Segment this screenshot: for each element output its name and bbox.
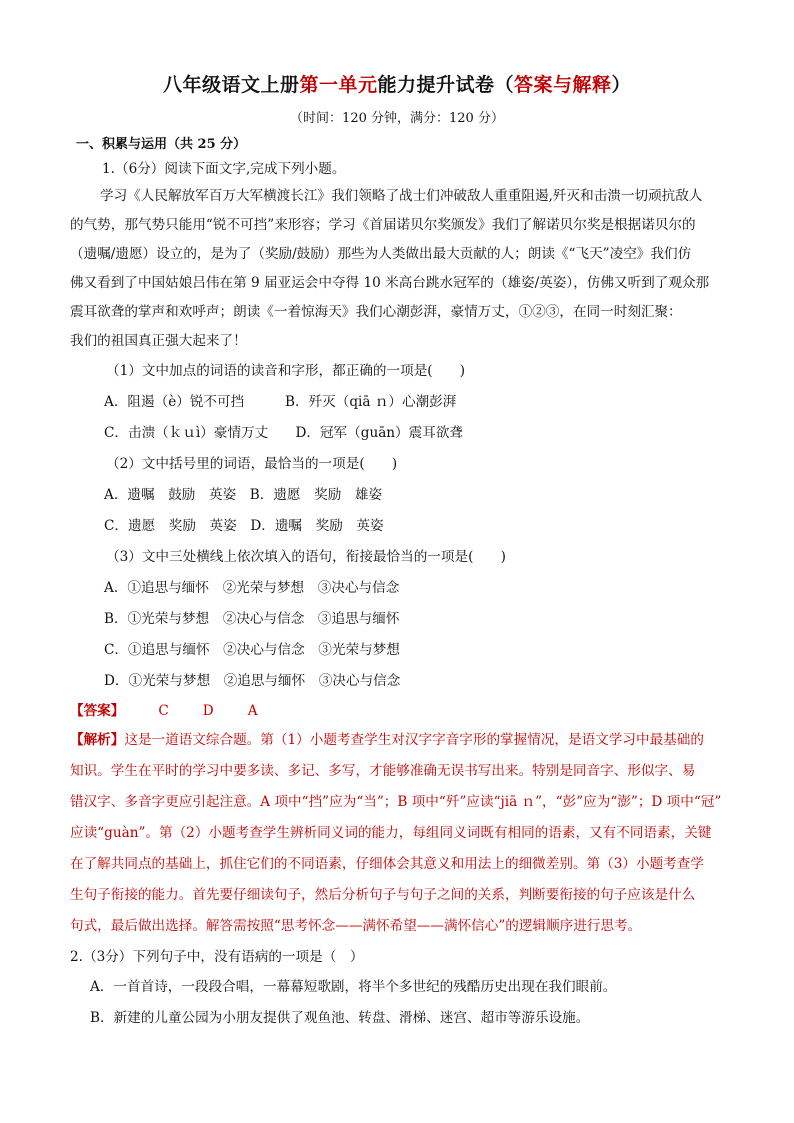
analysis-block — [70, 725, 726, 942]
analysis-line: 【解析】这是一道语文综合题。第（1）小题考查学生对汉字字音字形的掌握情况，是语文学习中最基础的 — [70, 732, 704, 748]
passage-line: 震耳欲聋的掌声和欢呼声；朗读《一着惊海天》我们心潮彭湃，豪情万丈，①②③，在同一时刻汇聚： — [70, 304, 682, 320]
passage-line: 学习《人民解放军百万大军横渡长江》我们领略了战士们冲破敌人重重阻遏,歼灭和击溃一切顽抗敌人 — [100, 188, 703, 204]
answer-row — [70, 697, 726, 725]
page-title — [0, 70, 794, 97]
answer-value: C — [158, 703, 169, 719]
analysis-line: 错汉字、多音字更应引起注意。A 项中“挡”应为“当”；B 项中“歼”应读“jiā ｎ”，“彭”应为“澎”；D 项中“冠” — [70, 794, 722, 810]
question-1-passage — [70, 182, 726, 356]
subquestion-2-stem: （2）文中括号里的词语，最恰当的一项是( ) — [106, 456, 398, 472]
question-1-stem: 1.（6分）阅读下面文字,完成下列小题。 — [102, 161, 346, 177]
subquestion-2-option: C．遗愿 奖励 英姿 D．遗嘱 奖励 英姿 — [104, 518, 384, 534]
passage-line: 的气势，那气势只能用“锐不可挡”来形容；学习《首届诺贝尔奖颁发》我们了解诺贝尔奖是根据诺贝尔的 — [70, 217, 696, 233]
question-2-option: B．新建的儿童公园为小朋友提供了观鱼池、转盘、滑梯、迷宫、超市等游乐设施。 — [90, 1010, 590, 1026]
passage-line: （遗嘱/遗愿）设立的，是为了（奖励/鼓励）那些为人类做出最大贡献的人；朗读《“飞天”凌空》我们仿 — [70, 246, 692, 262]
subquestion-3-option: B．①光荣与梦想 ②决心与信念 ③追思与缅怀 — [104, 611, 400, 627]
analysis-line: 在了解共同点的基础上，抓住它们的不同语素，仔细体会其意义和用法上的细微差别。第（3）小题考查学 — [70, 856, 704, 872]
subquestion-3-option: A．①追思与缅怀 ②光荣与梦想 ③决心与信念 — [104, 580, 400, 596]
subquestion-3-option: D．①光荣与梦想 ②追思与缅怀 ③决心与信念 — [104, 673, 401, 689]
subquestion-1-stem: （1）文中加点的词语的读音和字形，都正确的一项是( ) — [106, 363, 466, 379]
analysis-line: 句式，最后做出选择。解答需按照“思考怀念——满怀希望——满怀信心”的逻辑顺序进行思考。 — [70, 918, 642, 934]
analysis-line: 应读“guàn”。第（2）小题考查学生辨析同义词的能力，每组同义词既有相同的语素，又有不同语素，关键 — [70, 825, 712, 841]
analysis-line: 生句子衔接的能力。首先要仔细读句子，然后分析句子与句子之间的关系，判断要衔接的句子应该是什么 — [70, 887, 696, 903]
title-answers: 答案与解释 — [514, 74, 612, 96]
exam-info: （时间：120 分钟，满分：120 分） — [290, 111, 504, 126]
analysis-label: 【解析】 — [70, 732, 125, 748]
question-2-option: A．一首首诗，一段段合唱，一幕幕短歌剧，将半个多世纪的残酷历史出现在我们眼前。 — [90, 979, 617, 995]
passage-line: 佛又看到了中国姑娘吕伟在第 9 届亚运会中夺得 10 米高台跳水冠军的（雄姿/英姿），仿佛又听到了观众那 — [70, 275, 710, 291]
title-unit: 第一单元 — [299, 74, 378, 96]
answer-label: 【答案】 — [70, 703, 125, 719]
subquestion-1-option: C．击溃（ｋｕì）豪情万丈 D．冠军（guān）震耳欲聋 — [104, 425, 464, 441]
section-heading: 一、积累与运用（共 25 分） — [76, 137, 247, 152]
title-suffix: ） — [611, 74, 632, 96]
subquestion-1-option: A．阻遏（è）锐不可挡 B．歼灭（qiā ｎ）心潮彭湃 — [104, 394, 457, 410]
title-prefix: 八年级语文上册 — [162, 74, 300, 96]
subquestion-3-option: C．①追思与缅怀 ②决心与信念 ③光荣与梦想 — [104, 642, 400, 658]
answer-value: A — [247, 703, 258, 719]
answer-value: D — [202, 703, 214, 719]
title-middle: 能力提升试卷（ — [377, 74, 514, 96]
analysis-line: 知识。学生在平时的学习中要多读、多记、多写，才能够准确无误书写出来。特别是同音字、形似字、易 — [70, 763, 696, 779]
exam-content — [70, 134, 726, 1034]
subquestion-3-stem: （3）文中三处横线上依次填入的语句，衔接最恰当的一项是( ) — [106, 549, 506, 565]
subquestion-2-option: A．遗嘱 鼓励 英姿 B．遗愿 奖励 雄姿 — [104, 487, 383, 503]
question-2-stem: 2.（3分）下列句子中，没有语病的一项是（ ） — [70, 949, 364, 965]
passage-line: 我们的祖国真正强大起来了！ — [70, 333, 247, 349]
